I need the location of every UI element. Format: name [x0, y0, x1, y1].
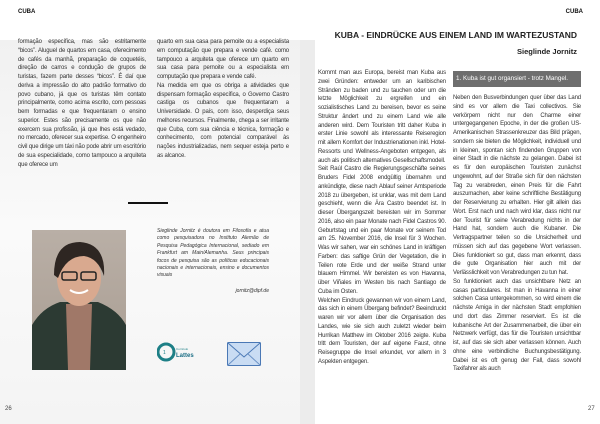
article-column-2 [453, 94, 581, 374]
section-heading: 1. Kuba ist gut organsiert - trotz Mangel. [453, 71, 581, 87]
lattes-logo[interactable] [157, 340, 197, 364]
article-title: KUBA - EINDRÜCKE AUS EINEM LAND IM WARTEZUSTAND [334, 30, 577, 40]
paragraph: Neben den Busverbindungen quer über das Land sind es vor allem die Taxi collectivos. Sie verkörpern nicht nur den Charme einer untergegangenen Epoche, in der die großen US-Amerikanischen Strassenkreuzer das Bild prägen, sondern sie bieten die Möglichkeit, individuell und in kleinen, spontan sich findenden Gruppen von einer Stadt in die nächste zu gelangen. Dabei ist es für den europäischen Touristen zunächst ungewohnt, auf der Straße sich für den nächsten Tag zu verabreden, einen Preis für die Fahrt auszumachen, aber keine schriftliche Bestätigung der Reservierung zu erhalten. Hier gilt allein das Wort. Erst nach und nach wird klar, dass nicht nur der Tourist für seine Verabredung nichts in der Hand hat, sondern auch die Kubaner. Die Vertragspartner teilen so die Unsicherheit und müssen sich auf das gegebene Wort verlassen. Dies funktioniert so gut, dass man erkennt, dass die gute Organisation hier auch mit der Verlässlichkeit von Verabredungen zu tun hat. [453, 95, 581, 276]
running-head: CUBA [18, 9, 36, 15]
article-author: Sieglinde Jornitz [516, 47, 577, 56]
running-head: CUBA [565, 9, 583, 15]
paragraph: So funktioniert auch das unsichtbare Netz an casas particulares. Ist man in Havanna in einer solchen Casa untergekommen, so wird einem die nächste Amiga in der nächsten Stadt empfohlen und dort das Zimmer reserviert. Es ist die kubanische Art der Zusammenarbeit, die über ein Netzwerk verfügt, das für die Touristen unsichtbar ist, auf das sie sich aber verlassen können. Auch ohne eine verbindliche Buchungsbestätigung. Dabei ist es oft genug der Fall, dass sowohl Taxifahrer als auch [453, 278, 581, 373]
author-email[interactable]: jornitz@dipf.de [235, 288, 269, 294]
section-divider [128, 202, 168, 204]
article-column-2 [157, 38, 289, 161]
svg-text:Lattes: Lattes [176, 353, 194, 359]
author-bio: Sieglinde Jornitz é doutora em Filosofia e atua como pesquisadora no Instituto Alemão de Pesquisa Pedagógica Internacional, sediado em Frankfurt am Main/Alemanha. Seus principais focos de pesquisa são as políticas educacionais nacionais e internacionais, ensino e documentos visuais [157, 228, 269, 279]
right-page [300, 0, 600, 424]
paragraph: Welchen Eindruck gewannen wir von einem Land, das sich in einem Übergang befindet? Beeindruckt waren wir vor allem über die Organisation des Landes, wie sie sich auch zuletzt wieder beim Hurrikan Matthew im Oktober 2016 zeigte. Kuba tritt dem Touristen, der auf eigene Faust, ohne Reisegruppe die Insel erkundet, vor allem in 3 Aspekten entgegen. [318, 297, 446, 365]
paragraph: Na medida em que os obriga a atividades que dispensam formação específica, o Governo Castro castiga os cubanos que frequentaram a Universidade. O país, com isso, desperdiça seus melhores recursos. Finalmente, chega a ser irritante que Cuba, com sua ciência e técnica, formação e conhecimento, com potencial comparável às nações industrializadas, nem sequer esteja perto e as alcance. [157, 82, 289, 159]
paragraph: quarto em sua casa para pernoite ou a especialista em computação que prepara e vende café. como tampouco a arquiteta que oferece um quarto em sua casa para pernoite ou a especialista em computação que prepara e vende café. [157, 39, 289, 80]
article-column-1 [18, 38, 146, 169]
paragraph: formação específica, mas são estritamente “bicos”. Aluguel de quartos em casa, oferecimento de cafés da manhã, preparação de coquetéis, direção de carros e condução de grupos de turistas, fazem parte desses “bicos”. É daí que deriva a impressão do alto padrão formativo do povo cubano, já que os turistas têm contato principalmente, como acima escrito, com pessoas bem formadas e que frequentaram o ensino superior. Estes são precisamente os que não exercem sua profissão, já que lhes está vedado, no mercado, oferecer sua expertise. O engenheiro civil que dirige um táxi não pode abrir um escritório de sua especialidade, como tampouco a arquiteta que oferece um [18, 39, 146, 168]
envelope-icon[interactable] [227, 342, 261, 366]
author-photo [32, 230, 126, 370]
svg-text:1: 1 [163, 350, 166, 356]
paragraph: Kommt man aus Europa, bereist man Kuba aus zwei Gründen: entweder um an karibischen Stränden zu baden und zu tauchen oder um die letzte Möglichkeit zu ergreifen und ein sozialistisches Land zu bereisen, bevor es seine Struktur ändert und zu einem Land wie alle anderen wird. Dem Touristen tritt daher Kuba in erster Linie sowohl als interessante Reiseregion mit allem Komfort der Industrienationen inkl. Hotel-Ressorts und Wellness-Angeboten entgegen, als auch als politisch alternatives Gesellschaftsmodell. [318, 70, 446, 164]
svg-text:Currículo: Currículo [176, 347, 189, 351]
page-number: 26 [5, 406, 12, 412]
article-column-1 [318, 69, 446, 367]
page-number: 27 [588, 406, 595, 412]
margin-strip [300, 40, 315, 424]
paragraph: Seit Raúl Castro die Regierungsgeschäfte seines Bruders Fidel 2008 endgültig übernahm und ankündigte, diese nach Ablauf seiner Amtsperiode 2018 zu übergeben, ist unklar, was mit dem Land geschieht, wenn die Ära Castro beendet ist. In dieser Übergangszeit bereisten wir im Sommer 2016, also ein paar Monate nach Fidel Castros 90. Geburtstag und ein paar Monate vor seinem Tod am 25. November 2016, die Insel für 3 Wochen. Was wir sahen, war ein schönes Land in kräftigen Farben: das saftige Grün der Vegetation, die in Teilen rote Erde und der weiße Strand unter blauem Himmel. Wir bereisten es von Havanna, über Viñales im Westen bis nach Santiago de Cuba im Osten. [318, 166, 446, 295]
